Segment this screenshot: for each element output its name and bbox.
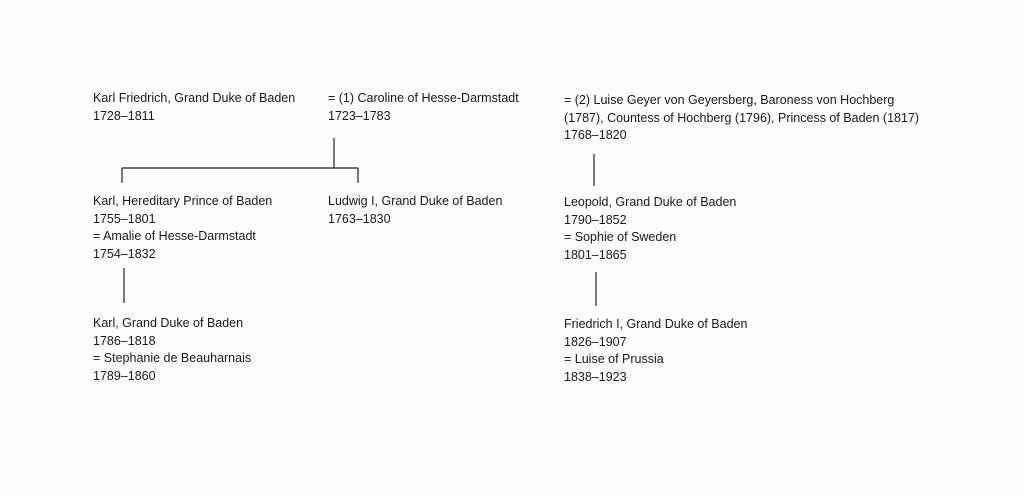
person-dates: 1763–1830	[328, 211, 391, 226]
spouse-dates: 1801–1865	[564, 247, 627, 262]
person-dates: 1826–1907	[564, 334, 627, 349]
person-dates: 1755–1801	[93, 211, 156, 226]
spouse-name: = Sophie of Sweden	[564, 230, 677, 244]
spouse-dates: 1723–1783	[328, 108, 391, 123]
person-karl-friedrich	[93, 90, 295, 125]
person-ludwig	[328, 193, 502, 228]
spouse-name-line-1: = (2) Luise Geyer von Geyersberg, Baroness von Hochberg	[564, 93, 895, 107]
spouse-name: = Amalie of Hesse-Darmstadt	[93, 229, 256, 243]
spouse-dates: 1768–1820	[564, 128, 627, 142]
spouse-name: = Stephanie de Beauharnais	[93, 351, 252, 365]
person-name: Friedrich I, Grand Duke of Baden	[564, 317, 748, 331]
person-dates: 1786–1818	[93, 333, 156, 348]
person-karl-grand-duke	[93, 315, 251, 385]
spouse-dates: 1838–1923	[564, 369, 627, 384]
person-leopold	[564, 194, 736, 264]
person-friedrich	[564, 316, 747, 386]
spouse-name-line-2: (1787), Countess of Hochberg (1796), Princess of Baden (1817)	[564, 110, 920, 125]
person-caroline	[328, 90, 519, 125]
person-name: Karl, Grand Duke of Baden	[93, 316, 244, 330]
person-name: Leopold, Grand Duke of Baden	[564, 195, 737, 209]
spouse-name: = (1) Caroline of Hesse-Darmstadt	[328, 91, 519, 105]
person-name: Ludwig I, Grand Duke of Baden	[328, 194, 503, 208]
spouse-dates: 1789–1860	[93, 368, 156, 383]
spouse-dates: 1754–1832	[93, 246, 156, 261]
person-luise-geyer	[564, 92, 919, 145]
person-dates: 1790–1852	[564, 212, 627, 227]
person-name: Karl, Hereditary Prince of Baden	[93, 194, 273, 208]
person-name: Karl Friedrich, Grand Duke of Baden	[93, 91, 296, 105]
person-karl-hereditary	[93, 193, 272, 263]
spouse-name: = Luise of Prussia	[564, 352, 664, 366]
person-dates: 1728–1811	[93, 108, 155, 123]
